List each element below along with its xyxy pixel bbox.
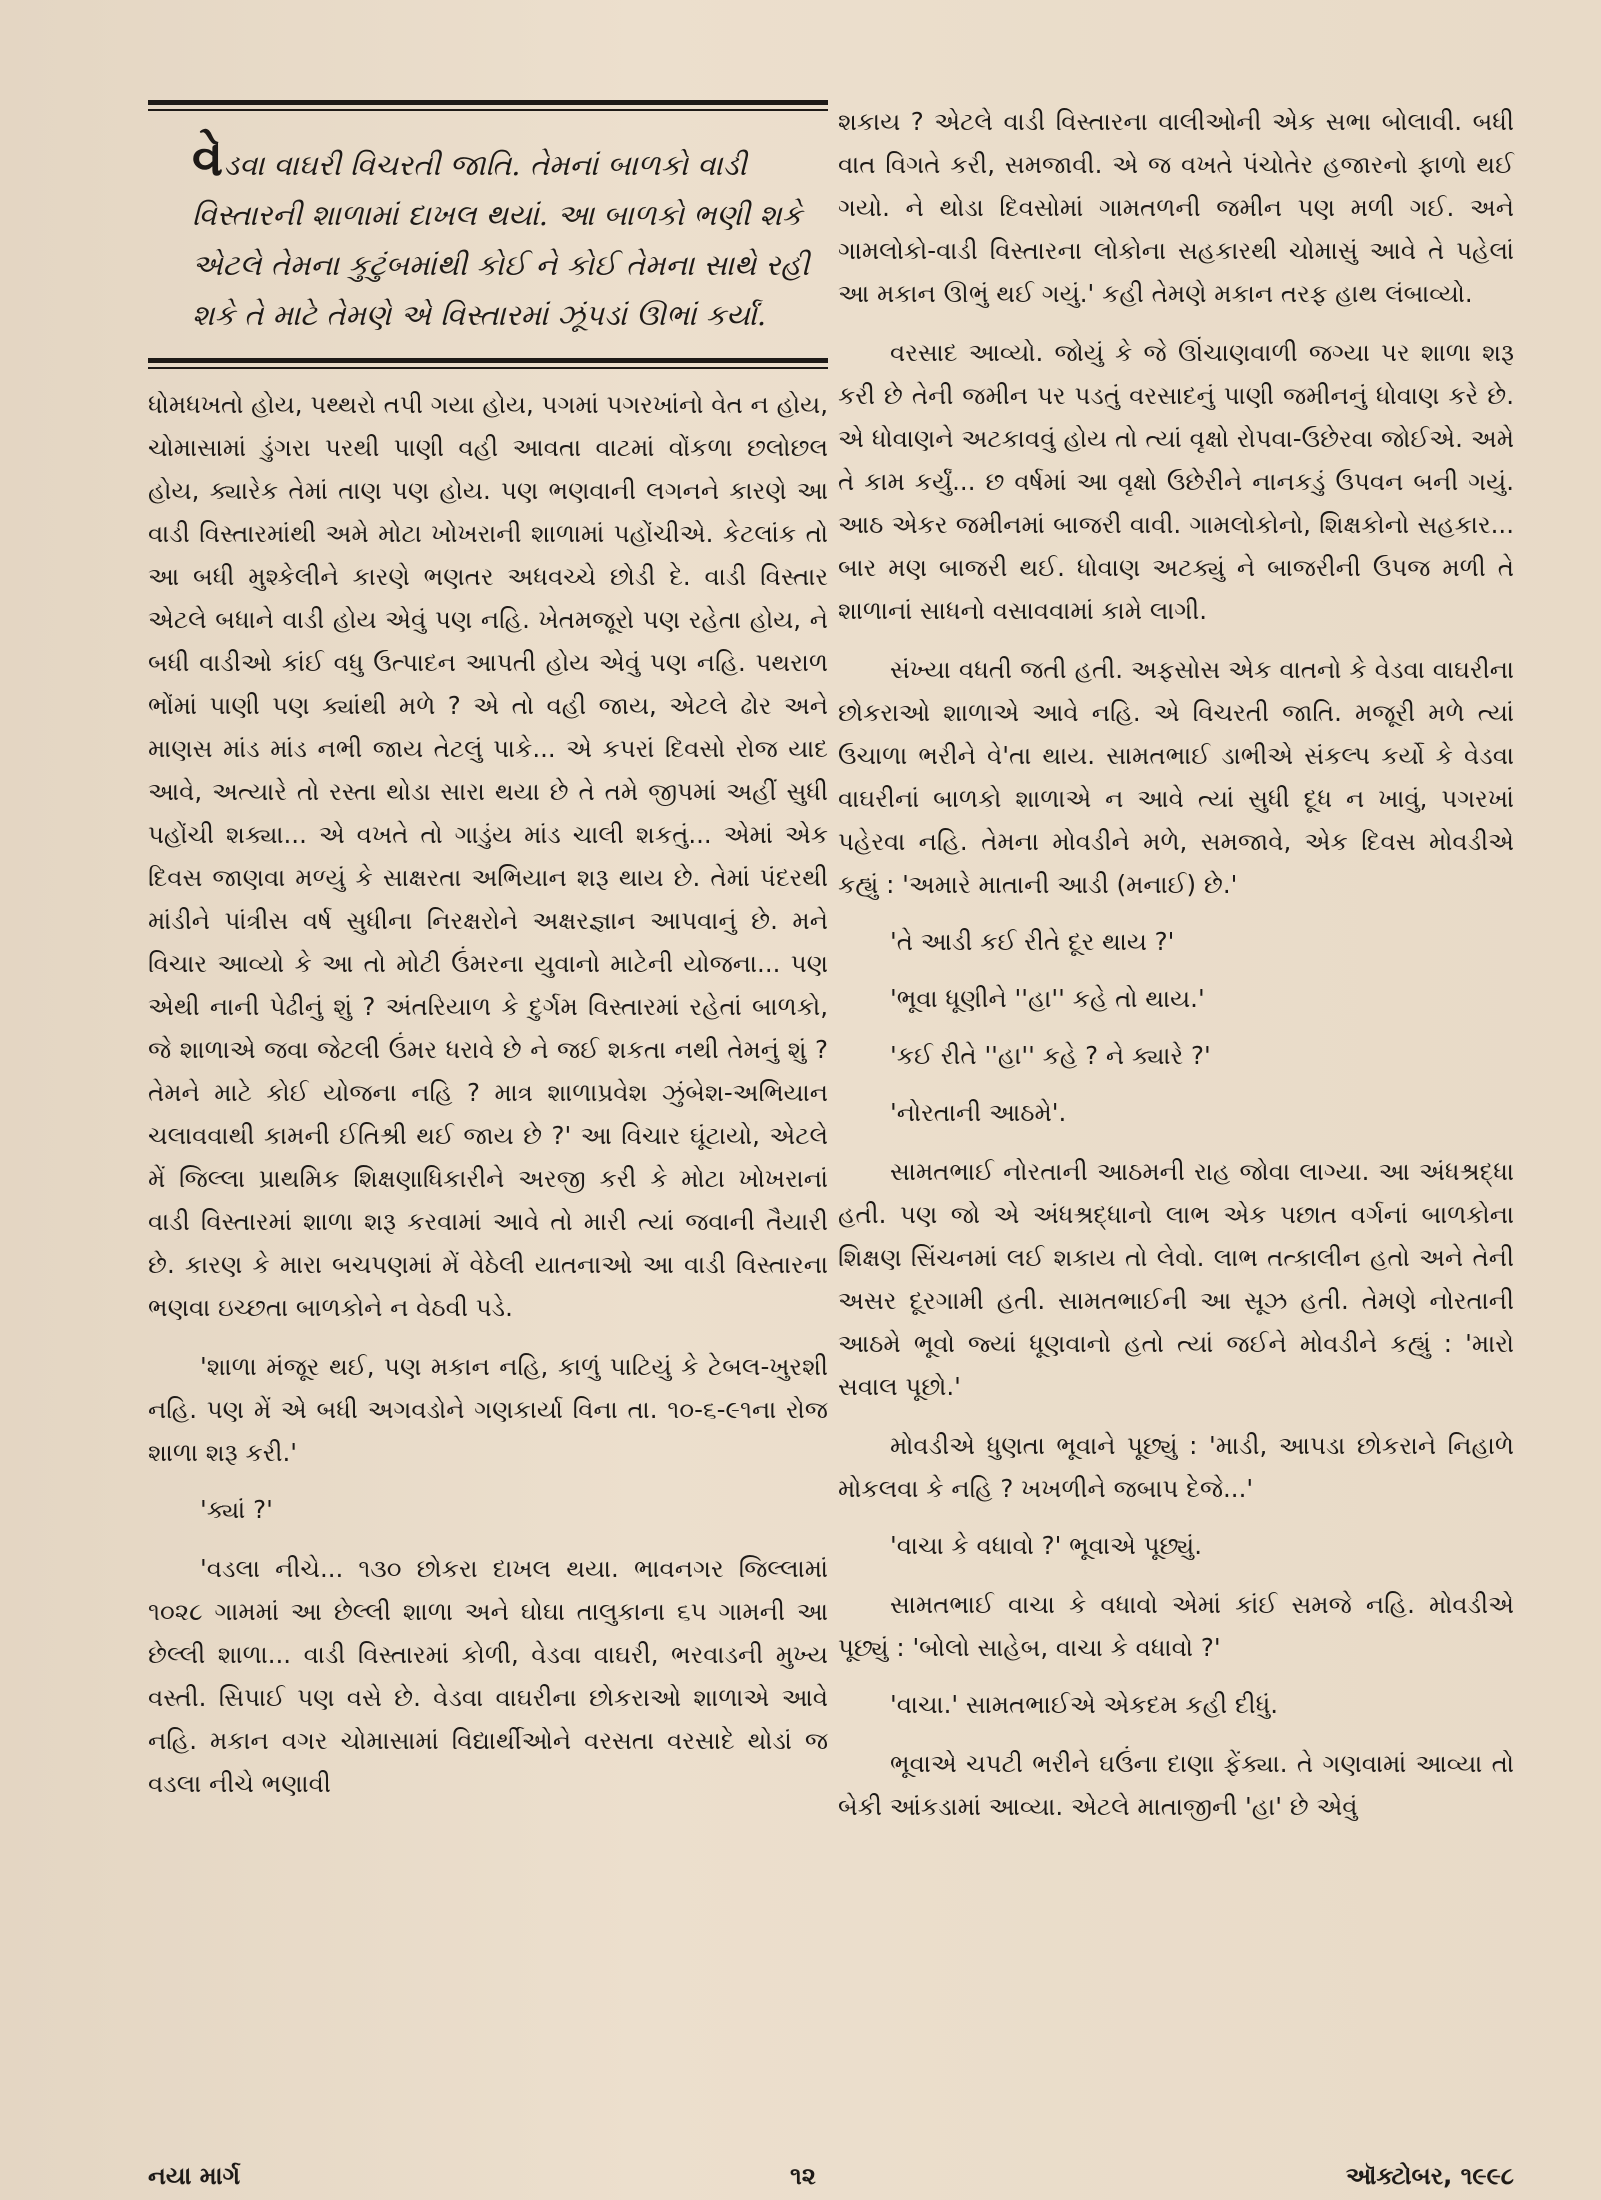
- dialogue-line: 'કઈ રીતે ''હા'' કહે ? ને ક્યારે ?': [890, 1041, 1211, 1070]
- right-column: [838, 100, 1514, 1828]
- issue-date: ઑક્ટોબર, ૧૯૯૮: [1345, 2162, 1514, 2190]
- paragraph: સામતભાઈ નોરતાની આઠમની રાહ જોવા લાગ્યા. આ અંધશ્રદ્ધા હતી. પણ જો એ અંધશ્રદ્ધાનો લાભ એક પછાત વર્ગનાં બાળકોના શિક્ષણ સિંચનમાં લઈ શકાય તો લેવો. લાભ તત્કાલીન હતો અને તેની અસર દૂરગામી હતી. સામતભાઈની આ સૂઝ હતી. તેમણે નોરતાની આઠમે ભૂવો જ્યાં ધૂણવાનો હતો ત્યાં જઈને મોવડીને કહ્યું : 'મારો સવાલ પૂછો.': [838, 1157, 1514, 1401]
- left-column: [148, 100, 828, 1805]
- paragraph: શકાય ? એટલે વાડી વિસ્તારના વાલીઓની એક સભા બોલાવી. બધી વાત વિગતે કરી, સમજાવી. એ જ વખતે પંચોતેર હજારનો ફાળો થઈ ગયો. ને થોડા દિવસોમાં ગામતળની જમીન પણ મળી ગઈ. અને ગામલોકો-વાડી વિસ્તારના લોકોના સહકારથી ચોમાસું આવે તે પહેલાં આ મકાન ઊભું થઈ ગયું.' કહી તેમણે મકાન તરફ હાથ લંબાવ્યો.: [838, 107, 1514, 308]
- paragraph: 'ક્યાં ?': [200, 1495, 273, 1524]
- dialogue-line: 'તે આડી કઈ રીતે દૂર થાય ?': [890, 927, 1175, 956]
- page-number: ૧૨: [790, 2162, 816, 2190]
- bottom-rule-thin: [148, 367, 828, 369]
- bottom-rule: [148, 358, 828, 363]
- top-rule: [148, 100, 828, 105]
- paragraph: વરસાદ આવ્યો. જોયું કે જે ઊંચાણવાળી જગ્યા પર શાળા શરૂ કરી છે તેની જમીન પર પડતું વરસાદનું પાણી જમીનનું ધોવાણ કરે છે. એ ધોવાણને અટકાવવું હોય તો ત્યાં વૃક્ષો રોપવા-ઉછેરવા જોઈએ. અમે તે કામ કર્યું... છ વર્ષમાં આ વૃક્ષો ઉછેરીને નાનકડું ઉપવન બની ગયું. આઠ એકર જમીનમાં બાજરી વાવી. ગામલોકોનો, શિક્ષકોનો સહકાર... બાર મણ બાજરી થઈ. ધોવાણ અટક્યું ને બાજરીની ઉપજ મળી તે શાળાનાં સાધનો વસાવવામાં કામે લાગી.: [838, 338, 1514, 625]
- lede-dropcap: વે: [192, 128, 224, 187]
- dialogue-line: 'વાચા કે વધાવો ?' ભૂવાએ પૂછ્યું.: [890, 1531, 1203, 1560]
- paragraph: મોવડીએ ધુણતા ભૂવાને પૂછ્યું : 'માડી, આપડા છોકરાને નિહાળે મોકલવા કે નહિ ? ખખળીને જબાપ દેજે...': [838, 1431, 1514, 1503]
- paragraph: સંખ્યા વધતી જતી હતી. અફસોસ એક વાતનો કે વેડવા વાઘરીના છોકરાઓ શાળાએ આવે નહિ. એ વિચરતી જાતિ. મજૂરી મળે ત્યાં ઉચાળા ભરીને વે'તા થાય. સામતભાઈ ડાભીએ સંકલ્પ કર્યો કે વેડવા વાઘરીનાં બાળકો શાળાએ ન આવે ત્યાં સુધી દૂધ ન ખાવું, પગરખાં પહેરવા નહિ. તેમના મોવડીને મળે, સમજાવે, એક દિવસ મોવડીએ કહ્યું : 'અમારે માતાની આડી (મનાઈ) છે.': [838, 655, 1514, 899]
- paragraph: સામતભાઈ વાચા કે વધાવો એમાં કાંઈ સમજે નહિ. મોવડીએ પૂછ્યું : 'બોલો સાહેબ, વાચા કે વધાવો ?': [838, 1590, 1514, 1662]
- page-footer: [148, 2162, 1514, 2194]
- paragraph: 'વડલા નીચે... ૧૩૦ છોકરા દાખલ થયા. ભાવનગર જિલ્લામાં ૧૦૨૮ ગામમાં આ છેલ્લી શાળા અને ઘોઘા તાલુકાના ૬૫ ગામની આ છેલ્લી શાળા... વાડી વિસ્તારમાં કોળી, વેડવા વાઘરી, ભરવાડની મુખ્ય વસ્તી. સિપાઈ પણ વસે છે. વેડવા વાઘરીના છોકરાઓ શાળાએ આવે નહિ. મકાન વગર ચોમાસામાં વિદ્યાર્થીઓને વરસતા વરસાદે થોડાં જ વડલા નીચે ભણાવી: [148, 1554, 828, 1798]
- paragraph: 'શાળા મંજૂર થઈ, પણ મકાન નહિ, કાળું પાટિયું કે ટેબલ-ખુરશી નહિ. પણ મેં એ બધી અગવડોને ગણકાર્યા વિના તા. ૧૦-૬-૯૧ના રોજ શાળા શરૂ કરી.': [148, 1352, 828, 1467]
- paragraph: ધોમધખતો હોય, પથ્થરો તપી ગયા હોય, પગમાં પગરખાંનો વેત ન હોય, ચોમાસામાં ડુંગરા પરથી પાણી વહી આવતા વાટમાં વોંકળા છલોછલ હોય, ક્યારેક તેમાં તાણ પણ હોય. પણ ભણવાની લગનને કારણે આ વાડી વિસ્તારમાંથી અમે મોટા ખોખરાની શાળામાં પહોંચીએ. કેટલાંક તો આ બધી મુશ્કેલીને કારણે ભણતર અધવચ્ચે છોડી દે. વાડી વિસ્તાર એટલે બધાને વાડી હોય એવું પણ નહિ. ખેતમજૂરો પણ રહેતા હોય, ને બધી વાડીઓ કાંઈ વધુ ઉત્પાદન આપતી હોય એવું પણ નહિ. પથરાળ ભોંમાં પાણી પણ ક્યાંથી મળે ? એ તો વહી જાય, એટલે ઢોર અને માણસ માંડ માંડ નભી જાય તેટલું પાકે... એ કપરાં દિવસો રોજ યાદ આવે, અત્યારે તો રસ્તા થોડા સારા થયા છે તે તમે જીપમાં અહીં સુધી પહોંચી શક્યા... એ વખતે તો ગાડુંય માંડ ચાલી શકતું... એમાં એક દિવસ જાણવા મળ્યું કે સાક્ષરતા અભિયાન શરૂ થાય છે. તેમાં પંદરથી માંડીને પાંત્રીસ વર્ષ સુધીના નિરક્ષરોને અક્ષરજ્ઞાન આપવાનું છે. મને વિચાર આવ્યો કે આ તો મોટી ઉંમરના યુવાનો માટેની યોજના... પણ એથી નાની પેઢીનું શું ? અંતરિયાળ કે દુર્ગમ વિસ્તારમાં રહેતાં બાળકો, જે શાળાએ જવા જેટલી ઉંમર ધરાવે છે ને જઈ શકતા નથી તેમનું શું ? તેમને માટે કોઈ યોજના નહિ ? માત્ર શાળાપ્રવેશ ઝુંબેશ-અભિયાન ચલાવવાથી કામની ઈતિશ્રી થઈ જાય છે ?' આ વિચાર ઘૂંટાયો, એટલે મેં જિલ્લા પ્રાથમિક શિક્ષણાધિકારીને અરજી કરી કે મોટા ખોખરાનાં વાડી વિસ્તારમાં શાળા શરૂ કરવામાં આવે તો મારી ત્યાં જવાની તૈયારી છે. કારણ કે મારા બચપણમાં મેં વેઠેલી યાતનાઓ આ વાડી વિસ્તારના ભણવા ઇચ્છતા બાળકોને ન વેઠવી પડે.: [148, 390, 828, 1322]
- dialogue-line: 'વાચા.' સામતભાઈએ એકદમ કહી દીધું.: [890, 1690, 1279, 1719]
- lede-text: ડવા વાઘરી વિચરતી જાતિ. તેમનાં બાળકો વાડી વિસ્તારની શાળામાં દાખલ થયાં. આ બાળકો ભણી શકે એટલે તેમના કુટુંબમાંથી કોઈ ને કોઈ તેમના સાથે રહી શકે તે માટે તેમણે એ વિસ્તારમાં ઝૂંપડાં ઊભાં કર્યાં.: [192, 148, 810, 332]
- dialogue-line: 'ભૂવા ધૂણીને ''હા'' કહે તો થાય.': [890, 984, 1205, 1013]
- dialogue-line: 'નોરતાની આઠમે'.: [890, 1098, 1067, 1127]
- paragraph: ભૂવાએ ચપટી ભરીને ઘઉંના દાણા ફેંક્યા. તે ગણવામાં આવ્યા તો બેકી આંકડામાં આવ્યા. એટલે માતાજીની 'હા' છે એવું: [838, 1749, 1514, 1821]
- lede-box: [148, 128, 828, 340]
- top-rule-thin: [148, 109, 828, 111]
- magazine-name: નયા માર્ગ: [148, 2162, 241, 2190]
